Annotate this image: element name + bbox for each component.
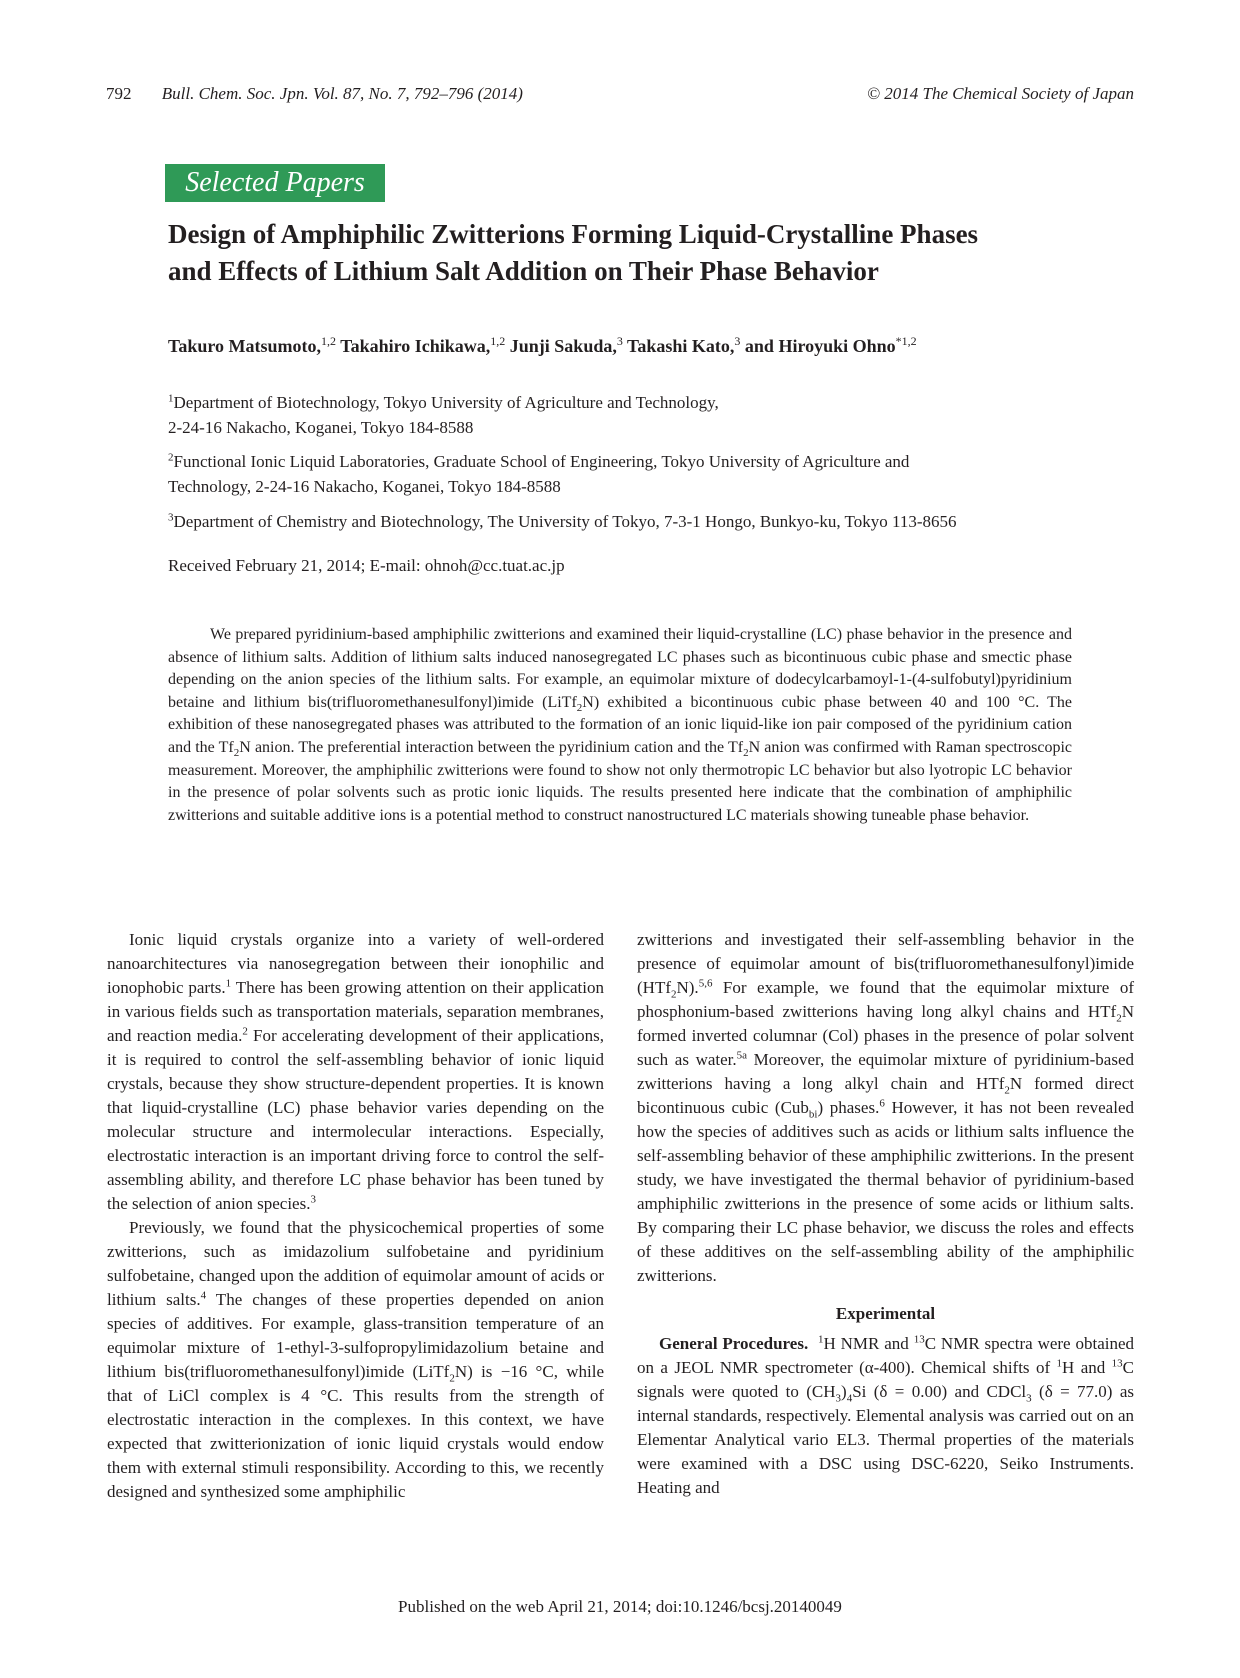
abstract-text: N anion. The preferential interaction between the pyridinium cation and the Tf (239, 738, 744, 756)
page-number: 792 (106, 84, 132, 103)
abstract-text: N anion was confirmed with Raman spectroscopic measurement. Moreover, the amphiphilic zwitterions were found to show not only thermotropic LC behavior but also lyotropic LC behavior in the presence of polar solvents such as protic ionic liquids. The results presented here indicate that the combination of amphiphilic zwitterions and suitable additive ions is a potential method to construct nanostructured LC materials showing tuneable phase behavior. (168, 738, 1073, 824)
body-text: Si (δ = 0.00) and CDCl (852, 1382, 1027, 1401)
title-line-1: Design of Amphiphilic Zwitterions Forming Liquid-Crystalline Phases (168, 219, 979, 249)
reference-mark: 5a (736, 1049, 748, 1062)
isotope-mark: 13 (913, 1333, 925, 1346)
author-name: Junji Sakuda, (509, 336, 617, 356)
affiliation-1 (168, 390, 1088, 440)
body-text: zwitterions and investigated their self-assembling behavior in the presence of equimolar amount of bis(trifluoromethanesulfonyl)imide (HTf (637, 930, 1134, 997)
subscript: 2 (576, 701, 583, 714)
subscript: 3 (835, 1392, 842, 1405)
subscript: 2 (1116, 1012, 1122, 1025)
author-list (168, 336, 917, 357)
author-name: Takuro Matsumoto, (168, 336, 322, 356)
isotope-mark: 1 (817, 1333, 824, 1346)
isotope-mark: 1 (1056, 1357, 1063, 1370)
body-text: The changes of these properties depended on anion species of additives. For example, glass-transition temperature of an equimolar mixture of 1-ethyl-3-sulfopropylimidazolium betaine and lithium bis(trifluoromethanesulfonyl)imide (LiTf (107, 1290, 604, 1381)
publication-footer: Published on the web April 21, 2014; doi:10.1246/bcsj.20140049 (398, 1597, 842, 1616)
reference-mark: 6 (879, 1097, 885, 1110)
abstract (168, 624, 1072, 827)
affiliation-2 (168, 449, 1088, 499)
body-text: For accelerating development of their applications, it is required to control the self-assembling behavior of ionic liquid crystals, because they show structure-dependent properties. It is known that liquid-crystalline (LC) phase behavior varies depending on the molecular structure and intermolecular interactions. Especially, electrostatic interaction is an important driving force to control the self-assembling ability, and therefore LC phase behavior has been tuned by the selection of anion species. (107, 1026, 604, 1213)
affiliation-text: Department of Biotechnology, Tokyo University of Agriculture and Technology, (173, 393, 719, 412)
body-text: However, it has not been revealed how the species of additives such as acids or lithium salts influence the self-assembling behavior of these amphiphilic zwitterions. In the present study, we have investigated the thermal behavior of pyridinium-based amphiphilic zwitterions in the presence of some acids or lithium salts. By comparing their LC phase behavior, we discuss the roles and effects of these additives on the self-assembling ability of the amphiphilic zwitterions. (637, 1098, 1134, 1285)
body-text: N formed direct bicontinuous cubic (Cub (637, 1074, 1134, 1117)
body-text: Ionic liquid crystals organize into a variety of well-ordered nanoarchitectures via nanosegregation between their ionophilic and ionophobic parts. (107, 930, 604, 997)
journal-citation: Bull. Chem. Soc. Jpn. Vol. 87, No. 7, 792–796 (2014) (161, 84, 523, 103)
subscript: 2 (670, 988, 677, 1001)
body-paragraph (637, 928, 1134, 1288)
body-paragraph (107, 1216, 604, 1504)
author-affiliation-mark: 3 (734, 334, 741, 348)
subscript: 2 (1004, 1084, 1010, 1097)
author-affiliation-mark: 1,2 (490, 334, 506, 348)
author-affiliation-mark: 3 (616, 334, 623, 348)
affiliation-address: Technology, 2-24-16 Nakacho, Koganei, Tokyo 184-8588 (168, 477, 561, 496)
copyright-notice: © 2014 The Chemical Society of Japan (867, 84, 1134, 103)
subscript: 4 (846, 1392, 853, 1405)
body-text: N). (676, 978, 699, 997)
run-in-heading: General Procedures. (659, 1334, 809, 1353)
subscript: 2 (233, 747, 240, 760)
reference-mark: 1 (225, 977, 232, 990)
author-name: Takahiro Ichikawa, (340, 336, 491, 356)
body-text: C NMR spectra were obtained on a JEOL NMR spectrometer (α-400). Chemical shifts of (637, 1334, 1135, 1377)
abstract-text: N) exhibited a bicontinuous cubic phase between 40 and 100 °C. The exhibition of these nanosegregated phases was attributed to the formation of an ionic liquid-like ion pair composed of the pyridinium cation and the Tf (168, 693, 1073, 756)
reference-mark: 5,6 (698, 977, 713, 990)
body-text: Previously, we found that the physicochemical properties of some zwitterions, such as imidazolium sulfobetaine and pyridinium sulfobetaine, changed upon the addition of equimolar amount of acids or lithium salts. (107, 1218, 604, 1309)
body-text: Moreover, the equimolar mixture of pyridinium-based zwitterions having a long alkyl chain and HTf (637, 1050, 1135, 1093)
body-text: N) is −16 °C, while that of LiCl complex is 4 °C. This results from the strength of electrostatic interaction in the complexes. In this context, we have expected that zwitterionization of ionic liquid crystals would endow them with external stimuli responsibility. According to this, we recently designed and synthesized some amphiphilic (107, 1362, 604, 1501)
body-column-left (107, 928, 604, 1504)
author-affiliation-mark: 1,2 (321, 334, 337, 348)
body-text: H and (1062, 1358, 1112, 1377)
reference-mark: 2 (242, 1025, 248, 1038)
section-heading-experimental: Experimental (835, 1304, 936, 1323)
body-text: H NMR and (823, 1334, 914, 1353)
reference-mark: 3 (310, 1193, 316, 1206)
abstract-text: We prepared pyridinium-based amphiphilic zwitterions and examined their liquid-crystalline (LC) phase behavior in the presence and absence of lithium salts. Addition of lithium salts induced nanosegregated LC phases such as bicontinuous cubic phase and smectic phase depending on the anion species of the lithium salts. For example, an equimolar mixture of dodecylcarbamoyl-1-(4-sulfobutyl)pyridinium betaine and lithium bis(trifluoromethanesulfonyl)imide (LiTf (168, 626, 1072, 711)
isotope-mark: 13 (1111, 1357, 1123, 1370)
title-line-2: and Effects of Lithium Salt Addition on Their Phase Behavior (168, 256, 879, 286)
running-header (106, 84, 523, 104)
author-name: and Hiroyuki Ohno (744, 336, 896, 356)
body-paragraph (107, 928, 604, 1216)
body-text: C signals were quoted to (CH (637, 1358, 1134, 1401)
subscript: bi (808, 1108, 818, 1121)
section-badge: Selected Papers (165, 164, 385, 202)
subscript: 2 (449, 1372, 455, 1385)
affiliation-number: 1 (168, 392, 174, 405)
subscript: 2 (743, 747, 749, 760)
body-text: ) (841, 1382, 847, 1401)
affiliation-number: 2 (168, 451, 174, 464)
author-affiliation-mark: *1,2 (895, 334, 917, 348)
subscript: 3 (1026, 1392, 1032, 1405)
affiliation-text: Functional Ionic Liquid Laboratories, Graduate School of Engineering, Tokyo University of Agriculture and (173, 452, 910, 471)
body-text: For example, we found that the equimolar mixture of phosphonium-based zwitterions having long alkyl chains and HTf (637, 978, 1134, 1021)
body-paragraph (637, 1332, 1134, 1500)
affiliation-3 (168, 509, 1088, 534)
received-date-email: Received February 21, 2014; E-mail: ohnoh@cc.tuat.ac.jp (168, 556, 565, 575)
body-text: (δ = 77.0) as internal standards, respectively. Elemental analysis was carried out on an Elementar Analytical vario EL3. Thermal properties of the materials were examined with a DSC using DSC-6220, Seiko Instruments. Heating and (637, 1382, 1134, 1497)
affiliation-text: Department of Chemistry and Biotechnology, The University of Tokyo, 7-3-1 Hongo, Bunkyo-ku, Tokyo 113-8656 (173, 512, 957, 531)
body-text: ) phases. (817, 1098, 880, 1117)
affiliation-number: 3 (168, 511, 174, 524)
body-text: There has been growing attention on their application in various fields such as transportation materials, separation membranes, and reaction media. (107, 978, 604, 1045)
body-text: N formed inverted columnar (Col) phases in the presence of polar solvent such as water. (637, 1002, 1134, 1069)
body-column-right (637, 928, 1134, 1500)
affiliation-address: 2-24-16 Nakacho, Koganei, Tokyo 184-8588 (168, 418, 474, 437)
reference-mark: 4 (200, 1289, 207, 1302)
paper-title (168, 216, 1128, 290)
author-name: Takashi Kato, (627, 336, 735, 356)
